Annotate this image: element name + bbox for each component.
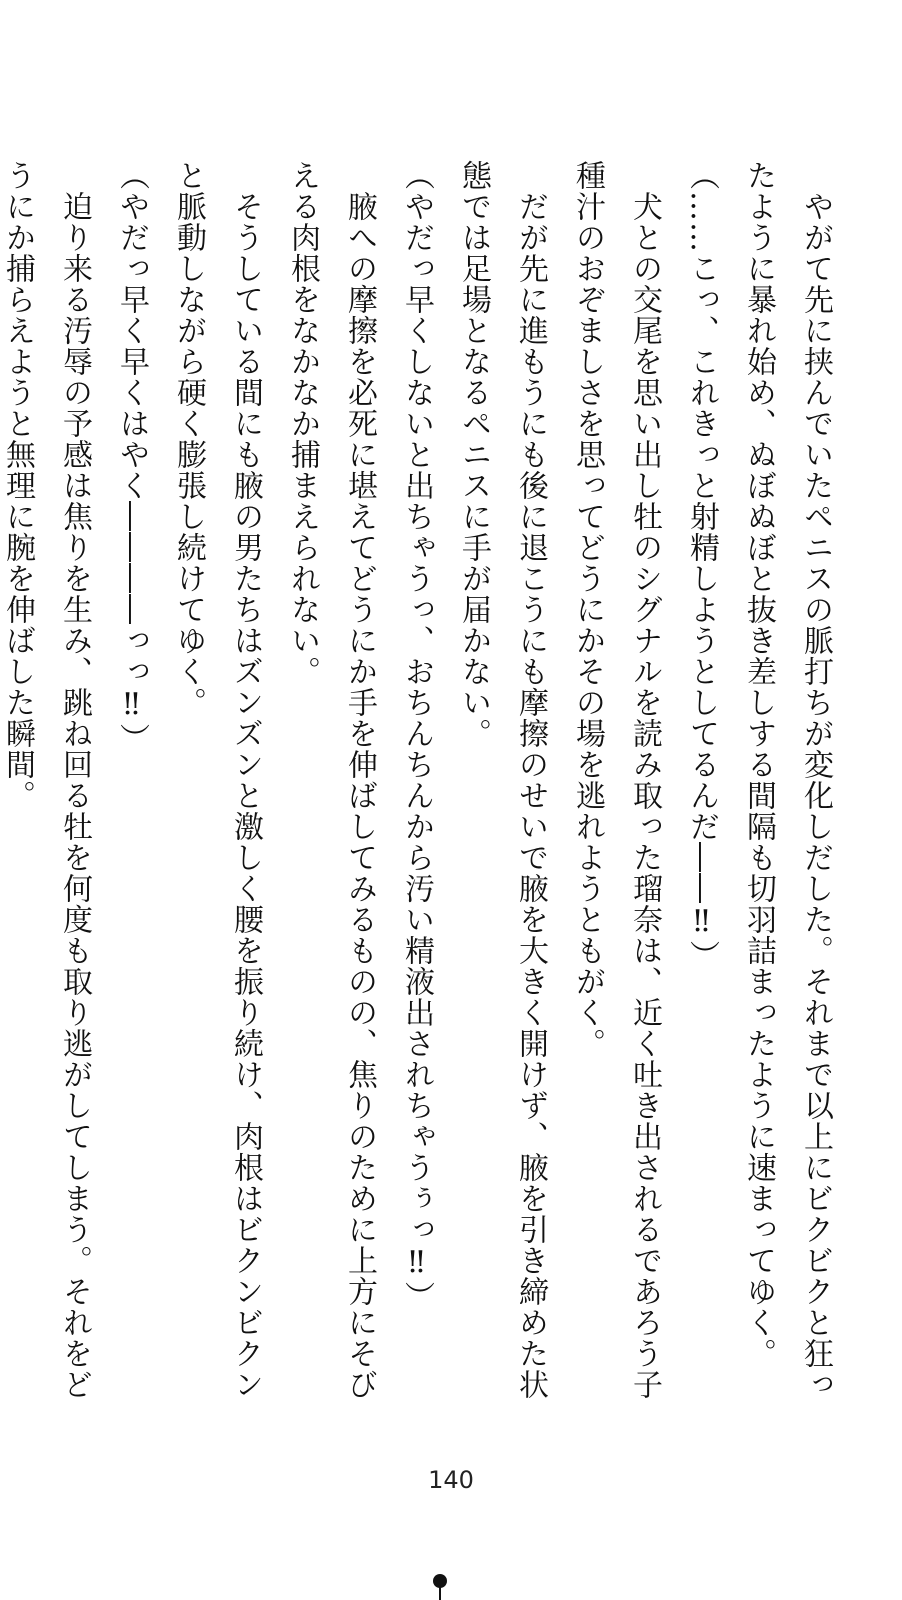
- text-line: 種汁のおぞましさを思ってどうにかその場を逃れようともがく。: [570, 160, 605, 1059]
- text-line: たように暴れ始め、ぬぼぬぼと抜き差しする間隔も切羽詰まったように速まってゆく。: [741, 160, 776, 1369]
- text-line: だが先に進もうにも後に退こうにも摩擦のせいで腋を大きく開けず、腋を引き締めた状: [513, 160, 548, 1400]
- text-line: 腋への摩擦を必死に堪えてどうにか手を伸ばしてみるものの、焦りのために上方にそび: [342, 160, 377, 1400]
- text-line: 迫り来る汚辱の予感は焦りを生み、跳ね回る牡を何度も取り逃がしてしまう。それをど: [57, 160, 92, 1400]
- text-line: と脈動しながら硬く膨張し続けてゆく。: [171, 160, 206, 718]
- page-number: 140: [428, 1466, 474, 1494]
- text-line: える肉根をなかなか捕まえられない。: [285, 160, 320, 687]
- text-line: 犬との交尾を思い出し牡のシグナルを読み取った瑠奈は、近く吐き出されるであろう子: [627, 160, 662, 1400]
- text-line: うにか捕らえようと無理に腕を伸ばした瞬間。: [0, 160, 35, 811]
- text-line: （やだっ早くしないと出ちゃうっ、おちんちんから汚い精液出されちゃうぅっ‼）: [399, 160, 434, 1312]
- text-line: 態では足場となるペニスに手が届かない。: [456, 160, 491, 749]
- body-text: [0, 160, 844, 1400]
- thumb-index-line: [439, 1586, 441, 1600]
- text-line: そうしている間にも腋の男たちはズンズンと激しく腰を振り続け、肉根はビクンビクン: [228, 160, 263, 1400]
- text-line: （……こっ、これきっと射精しようとしてるんだ――‼）: [684, 160, 719, 971]
- text-line: やがて先に挟んでいたペニスの脈打ちが変化しだした。それまで以上にビクビクと狂っ: [798, 160, 833, 1400]
- text-line: （やだっ早く早くはやく――――っっ‼）: [114, 160, 149, 754]
